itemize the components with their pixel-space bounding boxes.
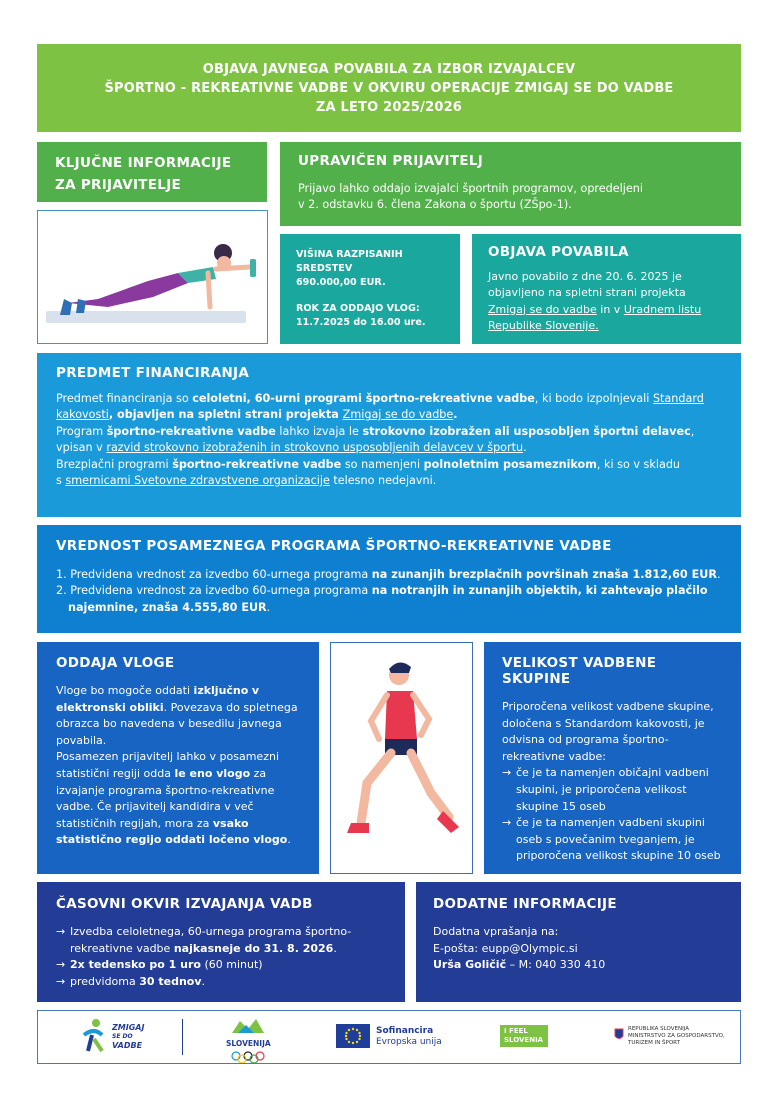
ministry-text-2: MINISTRSTVO ZA GOSPODARSTVO, xyxy=(628,1033,725,1039)
txt: lahko izvaja le xyxy=(275,424,363,438)
txt: Brezplačni programi xyxy=(56,457,173,471)
txt: 2. Predvidena vrednost za izvedbo 60-urnega programa xyxy=(56,584,372,598)
timeframe-list xyxy=(56,924,386,990)
txt: Program xyxy=(56,424,107,438)
register-link[interactable]: razvid strokovno izobraženih in strokovno usposobljenih delavcev v športu xyxy=(106,441,524,455)
additional-info-title: DODATNE INFORMACIJE xyxy=(433,896,617,912)
publication-box xyxy=(472,234,741,344)
txt: Posamezen prijavitelj lahko v posamezni statistični regiji odda xyxy=(56,750,279,780)
contact-phone xyxy=(433,957,724,974)
txt-bold: 30 tednov xyxy=(139,974,202,988)
footer-divider xyxy=(182,1019,183,1055)
page-header xyxy=(37,44,741,132)
eu-stars-icon xyxy=(336,1024,370,1048)
txt: so namenjeni xyxy=(341,457,424,471)
txt-bold: le eno vlogo xyxy=(174,766,251,780)
submission-box xyxy=(37,642,319,874)
txt: Vloge bo mogoče oddati xyxy=(56,684,194,697)
olympic-rings-icon xyxy=(230,1051,266,1063)
group-size-box xyxy=(484,642,741,874)
timeframe-box xyxy=(37,882,405,1002)
ministry-text xyxy=(628,1026,725,1047)
eligible-applicant-text xyxy=(298,181,723,214)
list-item xyxy=(56,567,722,583)
ministry-text-1: REPUBLIKA SLOVENIJA xyxy=(628,1026,689,1032)
list-item xyxy=(56,583,722,616)
contact-name: Urša Goličič xyxy=(433,958,507,972)
txt: , ki so v skladu xyxy=(596,457,681,471)
txt-bold: celoletni, 60-urni programi športno-rekreativne vadbe xyxy=(192,392,535,405)
deadline-value: 11.7.2025 do 16.00 ure. xyxy=(296,317,426,328)
txt: . xyxy=(523,441,527,455)
footer-logos xyxy=(37,1010,741,1064)
lunge-man-icon xyxy=(331,643,472,873)
group-size-list xyxy=(502,765,723,865)
program-value-list xyxy=(56,567,722,616)
txt: Predmet financiranja so xyxy=(56,392,193,405)
eu-flag-icon xyxy=(336,1024,370,1048)
group-size-intro: Priporočena velikost vadbene skupine, določena s Standardom kakovosti, je odvisna od programa športno-rekreativne vadbe: xyxy=(502,700,714,763)
txt-bold: na notranjih in zunanjih objektih, ki zahtevajo plačilo najemnine, znaša 4.555,80 EUR xyxy=(68,584,708,614)
uradni-list-link-2[interactable]: Republike Slovenije. xyxy=(488,319,599,333)
txt-bold: , objavljen na spletni strani projekta xyxy=(108,408,343,422)
txt: Izvedba celoletnega, 60-urnega programa športno-rekreativne vadbe xyxy=(70,925,352,955)
list-item xyxy=(56,957,386,974)
eu-text-1: Sofinancira xyxy=(376,1026,434,1036)
zmigaj-logo xyxy=(78,1017,108,1061)
key-info-title-2: ZA PRIJAVITELJE xyxy=(55,177,182,193)
publication-mid: in v xyxy=(596,302,624,316)
zmigaj-runner-icon xyxy=(78,1017,108,1057)
list-item xyxy=(56,974,386,991)
contact-mobile[interactable]: – M: 040 330 410 xyxy=(506,958,606,972)
funding-subject-text xyxy=(56,391,722,489)
zmigaj-link[interactable]: Zmigaj se do vadbe xyxy=(488,302,597,316)
txt-bold: športno-rekreativne vadbe xyxy=(106,424,276,438)
txt-bold: v elektronski obliki xyxy=(56,684,259,714)
txt-bold: 2x tedensko po 1 uro xyxy=(70,958,201,972)
list-item: → če je ta namenjen vadbeni skupini oseb s povečanim tveganjem, je priporočena velikost skupine 10 oseb xyxy=(502,815,723,865)
ifeel-text-2: SLOVENIA xyxy=(504,1036,544,1044)
plank-illustration xyxy=(37,210,268,344)
zmigaj-link[interactable]: Zmigaj se do vadbe xyxy=(342,408,454,422)
submission-title: ODDAJA VLOGE xyxy=(56,655,175,671)
txt: , xyxy=(690,424,695,438)
txt: (60 minut) xyxy=(200,958,263,972)
txt-bold: polnoletnim posameznikom xyxy=(423,457,597,471)
slovenia-mountain-icon xyxy=(228,1017,268,1035)
txt: . xyxy=(201,974,206,988)
header-line-2: ŠPORTNO - REKREATIVNE VADBE V OKVIRU OPERACIJE ZMIGAJ SE DO VADBE xyxy=(104,81,674,96)
program-value-title: VREDNOST POSAMEZNEGA PROGRAMA ŠPORTNO-REKREATIVNE VADBE xyxy=(56,538,612,554)
coat-of-arms-icon xyxy=(614,1028,624,1042)
timeframe-title: ČASOVNI OKVIR IZVAJANJA VADB xyxy=(56,896,313,912)
publication-text xyxy=(488,269,725,335)
standard-link-2[interactable]: kakovosti xyxy=(56,408,109,422)
eligible-applicant-box xyxy=(280,142,741,226)
publication-title: OBJAVA POVABILA xyxy=(488,244,629,260)
plank-woman-icon xyxy=(38,211,267,343)
program-value-box xyxy=(37,525,741,633)
txt: za izvajanje programa športno-rekreativne vadbe. Če prijavitelj kandidira v več statističnih regijah, mora za xyxy=(56,766,275,830)
slovenia-coat-of-arms-icon xyxy=(614,1027,624,1046)
header-line-1: OBJAVA JAVNEGA POVABILA ZA IZBOR IZVAJALCEV xyxy=(202,62,576,77)
txt-bold: na zunanjih brezplačnih površinah znaša 1.812,60 EUR xyxy=(371,568,717,581)
txt: s xyxy=(56,474,66,488)
txt: vpisan v xyxy=(56,441,107,455)
txt: telesno nedejavni. xyxy=(329,474,437,488)
deadline-label: ROK ZA ODDAJO VLOG: xyxy=(296,303,420,314)
txt: 1. Predvidena vrednost za izvedbo 60-urnega programa xyxy=(56,568,372,581)
txt-bold: strokovno izobražen ali usposobljen športni delavec xyxy=(362,424,691,438)
ifeel-text-1: I FEEL xyxy=(504,1027,528,1035)
slovenija-text: SLOVENIJA xyxy=(226,1039,271,1048)
eligible-applicant-line-1: Prijavo lahko oddajo izvajalci športnih programov, opredeljeni xyxy=(298,182,643,195)
list-item xyxy=(56,924,386,957)
zmigaj-wordmark xyxy=(112,1023,144,1050)
publication-line-1: Javno povabilo z dne 20. 6. 2025 je xyxy=(488,270,682,283)
funds-amount: 690.000,00 EUR. xyxy=(296,277,386,288)
zmigaj-text-1: ZMIGAJ xyxy=(112,1023,145,1032)
group-size-text xyxy=(502,699,723,865)
funds-label-2: SREDSTEV xyxy=(296,263,353,274)
key-info-title-1: KLJUČNE INFORMACIJE xyxy=(55,155,232,171)
group-size-title: VELIKOST VADBENE SKUPINE xyxy=(502,655,657,687)
txt-bold: izključno xyxy=(193,684,249,697)
submission-text xyxy=(56,683,300,849)
txt: , ki bodo izpolnjevali xyxy=(534,392,653,405)
eligible-applicant-line-2: v 2. odstavku 6. člena Zakona o športu (ZŠpo-1). xyxy=(298,198,572,212)
eu-text-2: Evropska unija xyxy=(376,1037,442,1047)
zmigaj-text-3: VADBE xyxy=(112,1041,143,1050)
timeframe-text xyxy=(56,924,386,990)
funding-subject-title: PREDMET FINANCIRANJA xyxy=(56,365,250,381)
additional-info-box xyxy=(416,882,741,1002)
slovenija-olympic-logo xyxy=(226,1017,271,1067)
txt: . xyxy=(287,833,291,847)
txt: . xyxy=(333,941,337,955)
funds-label-1: VIŠINA RAZPISANIH xyxy=(296,249,403,260)
publication-line-2: objavljeno na spletni strani projekta xyxy=(488,286,686,300)
standard-link[interactable]: Standard xyxy=(652,392,704,405)
header-line-3: ZA LETO 2025/2026 xyxy=(315,100,463,115)
list-item: → če je ta namenjen običajni vadbeni skupini, je priporočena velikost skupine 15 oseb xyxy=(502,765,723,815)
contact-email[interactable]: E-pošta: eupp@Olympic.si xyxy=(433,941,578,955)
who-guidelines-link[interactable]: smernicami Svetovne zdravstvene organizacije xyxy=(65,474,330,488)
zmigaj-text-2: SE DO xyxy=(112,1033,133,1040)
i-feel-slovenia-logo xyxy=(500,1025,548,1047)
uradni-list-link[interactable]: Uradnem listu xyxy=(623,302,702,316)
funds-box xyxy=(280,234,460,344)
ministry-text-3: TURIZEM IN ŠPORT xyxy=(628,1040,680,1046)
additional-info-text xyxy=(433,924,724,974)
contact-intro: Dodatna vprašanja na: xyxy=(433,925,559,938)
txt-bold: vsako statistično regijo oddati ločeno vlogo xyxy=(56,816,288,847)
txt: . xyxy=(266,600,271,614)
funding-subject-box xyxy=(37,353,741,517)
lunge-illustration xyxy=(330,642,473,874)
key-info-box xyxy=(37,142,267,202)
txt-bold: najkasneje do 31. 8. 2026 xyxy=(173,941,334,955)
txt-bold: športno-rekreativne vadbe xyxy=(172,457,342,471)
txt: . Povezava do spletnega obrazca bo navedena v besedilu javnega povabila. xyxy=(56,700,298,747)
txt: predvidoma xyxy=(70,974,140,988)
txt: . xyxy=(716,568,721,581)
eligible-applicant-title: UPRAVIČEN PRIJAVITELJ xyxy=(298,153,484,169)
eu-text xyxy=(376,1026,442,1048)
txt-bold: . xyxy=(453,408,458,422)
